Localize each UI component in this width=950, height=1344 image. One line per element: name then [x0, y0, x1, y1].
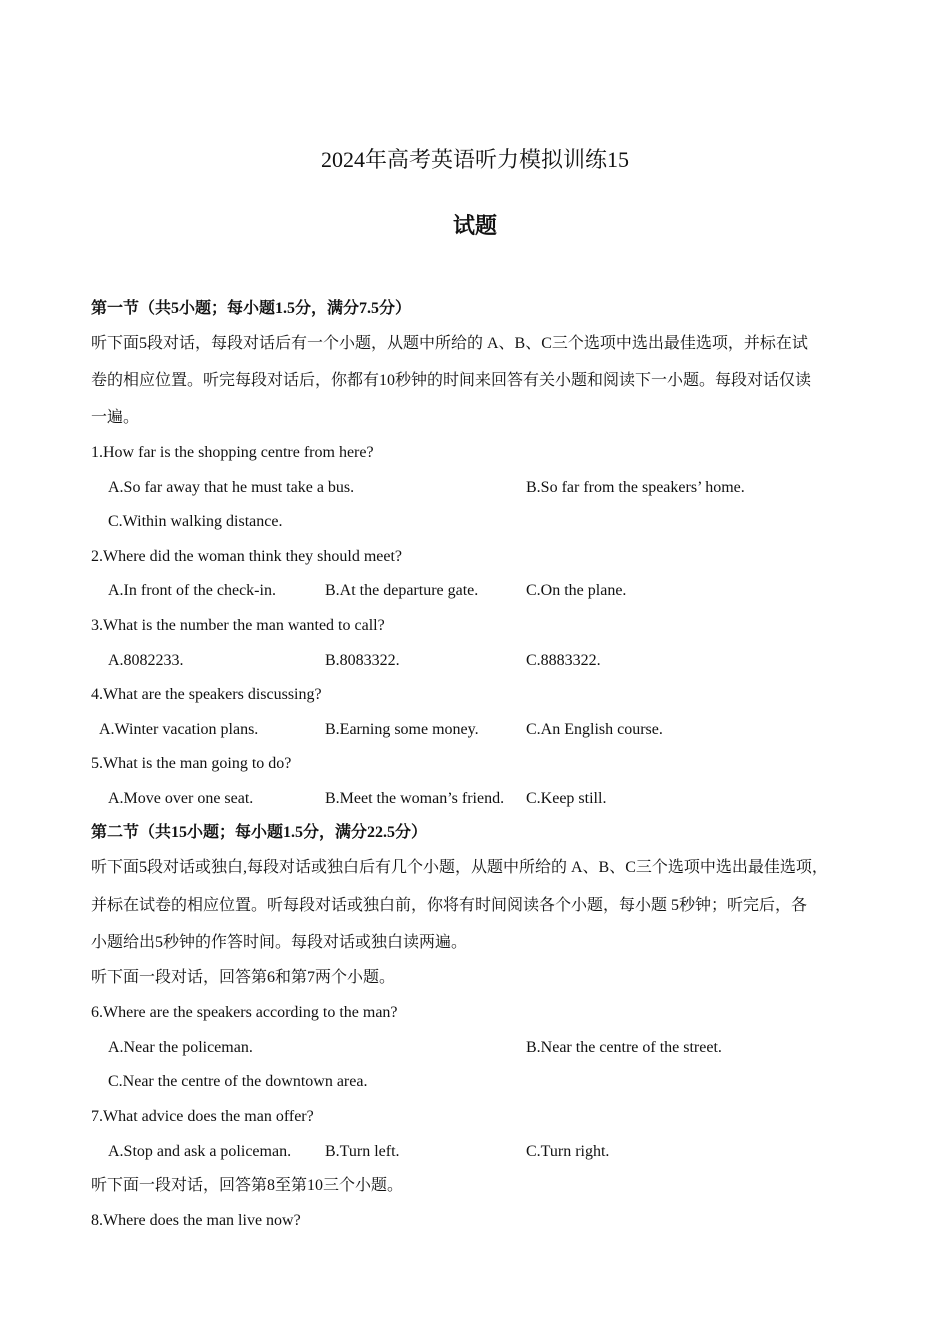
question-stem: 4.What are the speakers discussing?: [91, 686, 322, 703]
question-stem: 7.What advice does the man offer?: [91, 1108, 314, 1125]
answer-option: C.8883322.: [526, 652, 601, 669]
question-stem: 6.Where are the speakers according to the man?: [91, 1004, 398, 1021]
group-intro: 听下面一段对话，回答第6和第7两个小题。: [91, 969, 396, 986]
answer-option: A.Stop and ask a policeman.: [108, 1143, 292, 1160]
answer-option: B.So far from the speakers’ home.: [526, 479, 745, 496]
group-intro: 听下面一段对话，回答第8至第10三个小题。: [91, 1177, 404, 1194]
page-title: 2024年高考英语听力模拟训练15: [320, 147, 629, 172]
answer-option: A.So far away that he must take a bus.: [108, 479, 355, 496]
question-stem: 2.Where did the woman think they should meet?: [91, 548, 403, 565]
section1-instruction-line: 卷的相应位置。听完每段对话后，你都有10秒钟的时间来回答有关小题和阅读下一小题。每段对话仅读: [91, 372, 812, 389]
answer-option: C.Keep still.: [526, 790, 607, 807]
section2-instruction-line: 并标在试卷的相应位置。听每段对话或独白前，你将有时间阅读各个小题，每小题 5秒钟；听完后，各: [91, 897, 808, 914]
answer-option: B.Meet the woman’s friend.: [325, 790, 505, 807]
answer-option: C.On the plane.: [526, 582, 627, 599]
answer-option: C.Near the centre of the downtown area.: [108, 1073, 368, 1090]
section2-instruction-line: 小题给出5秒钟的作答时间。每段对话或独白读两遍。: [91, 934, 468, 951]
answer-option: B.Earning some money.: [325, 721, 479, 738]
answer-option: A.Winter vacation plans.: [99, 721, 259, 738]
answer-option: B.Turn left.: [325, 1143, 400, 1160]
question-stem: 5.What is the man going to do?: [91, 755, 292, 772]
section1-instruction-line: 一遍。: [91, 409, 140, 426]
section2-heading: 第二节（共15小题；每小题1.5分，满分22.5分）: [91, 824, 428, 841]
answer-option: B.8083322.: [325, 652, 400, 669]
section1-heading: 第一节（共5小题；每小题1.5分，满分7.5分）: [91, 300, 412, 317]
page-subtitle: 试题: [452, 213, 497, 238]
answer-option: A.Near the policeman.: [108, 1039, 253, 1056]
answer-option: C.An English course.: [526, 721, 663, 738]
answer-option: B.Near the centre of the street.: [526, 1039, 722, 1056]
answer-option: C.Within walking distance.: [108, 513, 283, 530]
section1-instruction-line: 听下面5段对话，每段对话后有一个小题，从题中所给的 A、B、C三个选项中选出最佳选项，并标在试: [91, 335, 808, 352]
answer-option: B.At the departure gate.: [325, 582, 479, 599]
question-stem: 8.Where does the man live now?: [91, 1212, 301, 1229]
answer-option: A.8082233.: [108, 652, 184, 669]
section2-instruction-line: 听下面5段对话或独白,每段对话或独白后有几个小题，从题中所给的 A、B、C三个选项中选出最佳选项，: [91, 859, 828, 876]
answer-option: C.Turn right.: [526, 1143, 610, 1160]
answer-option: A.In front of the check-in.: [108, 582, 276, 599]
question-stem: 3.What is the number the man wanted to call?: [91, 617, 385, 634]
question-stem: 1.How far is the shopping centre from here?: [91, 444, 374, 461]
answer-option: A.Move over one seat.: [108, 790, 254, 807]
